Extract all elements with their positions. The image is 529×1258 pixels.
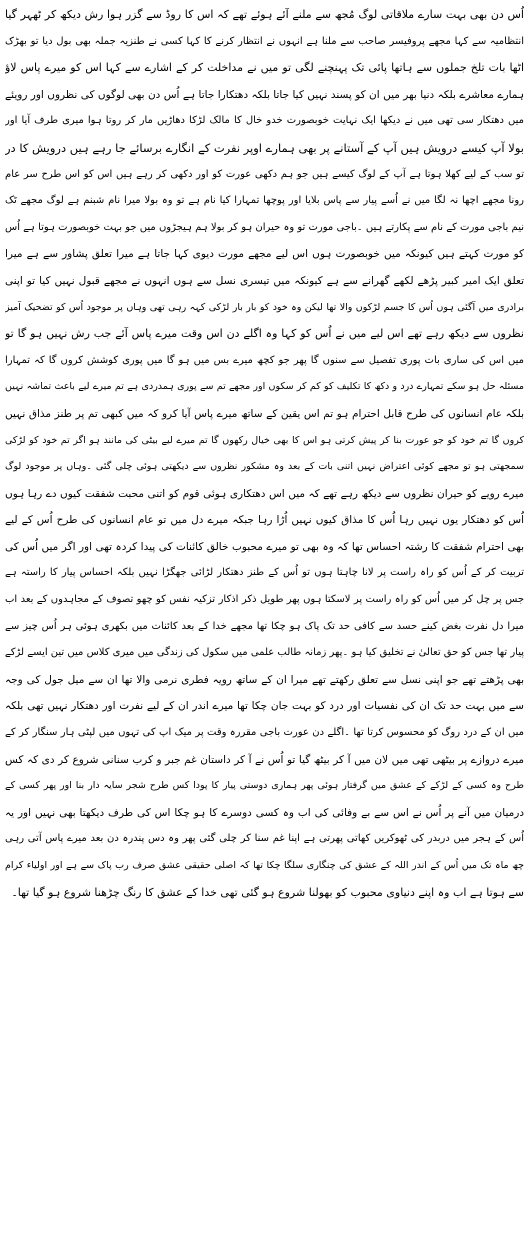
text-line: میں ان کے درد روگ کو محسوس کرتا تھا ۔اگلے دن عورت باجی مقررہ وقت پر میک اپ کی تہوں میں لپٹی ہار سنگار کر کے <box>5 727 524 739</box>
text-line: طرح وہ کسی کے لڑکے کے عشق میں گرفتار ہوئی پھر ہماری دوستی پیار کا پودا کس طرح شجر سایہ دار بنا اور پھر کسی کے <box>5 780 524 792</box>
text-line: میرا دل نفرت بغض کینے حسد سے کافی حد تک پاک ہو چکا تھا مجھے خدا کے بعد کائنات میں بکھری ہوئی ہر اُس چیز سے <box>5 620 524 632</box>
text-line: مسئلہ حل ہو سکے تمہارے درد و دکھ کا تکلیف کو کم کر سکوں اور مجھے تم سے پوری ہمدردی ہے تم میرے لیے باعث تماشہ نہیں <box>5 381 524 393</box>
text-line: بھی احترام شفقت کا رشتہ احساس تھا کہ وہ بھی تو میرے محبوب خالق کائنات کی پیدا کردہ تھی اور اگر میں اُس کی <box>5 540 524 553</box>
text-line: سمجھتی ہو تو مجھے کوئی اعتراض نہیں اتنی بات کے بعد وہ مشکور نظروں سے دیکھتی ہوئی چلی گئی ۔وہاں پر موجود لوگ <box>5 461 524 473</box>
text-line: چھ ماہ تک میں اُس کے اندر اللہ کے عشق کی چنگاری سلگا چکا تھا کہ اصلی حقیقی عشق صرف رب پاک سے ہے اور اولیاء کرام <box>5 860 524 871</box>
text-line: تو سب کے لیے کھلا ہوتا ہے آپ کے لوگ کیسے ہیں جو ہم دکھی عورت کو اور دکھی کر رہے ہیں اس کو اس طرح سر عام <box>5 168 524 180</box>
text-line: اُس کو دھتکار یوں نہیں رہا اُس کا مذاق کیوں نہیں اُڑا رہا جبکہ میرے دل میں تو عام انسانوں کی طرح اُس کے لیے <box>5 514 524 527</box>
text-line: میں اس کی ساری بات پوری تفصیل سے سنوں گا پھر جو کچھ میرے بس میں ہو گا میں پوری کوشش کروں گا کہ تمہارا <box>5 354 524 366</box>
text-line: برادری میں آگئی ہوں اُس کا جسم لڑکوں والا تھا لیکن وہ خود کو بار بار لڑکی کہہ رہی تھی وہاں پر موجود اُس کو تضحیک آمیز <box>5 301 524 313</box>
urdu-story-text <box>5 2 524 906</box>
text-line: رونا مجھے اچھا نہ لگا میں نے اُسے پیار سے پاس بلایا اور پوچھا تمہارا کیا نام ہے تو وہ بولا میرا نام شبنم ہے لوگ مجھے ٹک <box>5 195 524 207</box>
text-line: تربیت کر کے اُس کو راہ راست پر لانا چاہتا ہوں تو اُس کے طنز دھتکار لڑائی جھگڑا نہیں بلکہ احساس پیار کا راستہ ہے <box>5 567 524 579</box>
text-line: میں دھتکار سی تھی میں نے دیکھا ایک نہایت خوبصورت خدو خال کا مالک لڑکا دھاڑیں مار کر روتا ہوا میری طرف آیا اور <box>5 115 524 127</box>
text-line: بولا آپ کیسے درویش ہیں آپ کے آستانے پر بھی ہمارے اوپر نفرت کے انگارے برسائے جا رہے ہیں درویش کا در <box>5 140 524 155</box>
text-line: پیار تھا جس کو حق تعالیٰ نے تخلیق کیا ہو ۔پھر زمانہ طالب علمی میں سکول کی زندگی میں میری کلاس میں تین ایسے لڑکے <box>5 647 524 659</box>
text-line: کو مورت کہتے ہیں کیونکہ میں خوبصورت ہوں اس لیے مجھے مورت دیوی کہا جاتا ہے میرا تعلق پشاور سے ہے میرا <box>5 248 524 261</box>
text-line: نظروں سے دیکھ رہے تھے اس لیے میں نے اُس کو کہا وہ اگلے دن اس وقت میرے پاس آئے جب رش نہیں ہو گا تو <box>5 327 524 341</box>
text-line: اٹھا بات تلخ جملوں سے ہاتھا پائی تک پہنچنے لگی تو میں نے مداخلت کر کے اشارے سے کہا اس کو میرے پاس لاؤ <box>5 61 524 75</box>
text-line: جس پر چل کر میں اُس کو راہ راست پر لاسکتا ہوں پھر طویل ذکر اذکار تزکیہ نفس کو چھو تصوف کے مجاہدوں کے بعد اب <box>5 594 524 606</box>
text-line: سے میں بہت حد تک ان کی نفسیات اور درد کو بہت جان چکا تھا میرے اندر ان کے لیے نفرت اور دھتکار نہیں تھی بلکہ <box>5 700 524 713</box>
text-line: ہمارے معاشرے بلکہ دنیا بھر میں ان کو پسند نہیں کیا جاتا بلکہ دھتکارا جاتا ہے اُس دن بھی لوگوں کی نظروں اور رویئے <box>5 88 524 101</box>
text-line: بلکہ عام انسانوں کی طرح قابل احترام ہو تم اس یقین کے ساتھ میرے پاس آیا کرو کہ میں کبھی تم پر طنز مذاق نہیں <box>5 407 524 420</box>
text-line: سے ہوتا ہے اب وہ اپنے دنیاوی محبوب کو بھولنا شروع ہو گئی تھی خدا کے عشق کا رنگ چڑھنا شروع ہو گیا تھا۔ <box>11 885 524 899</box>
text-line: کروں گا تم خود کو جو عورت بنا کر پیش کرتی ہو اس کا بھی خیال رکھوں گا تم میرے لیے بیٹی کی مانند ہو اگر تم خود کو لڑکی <box>5 434 524 446</box>
text-line: میرے رویے کو حیران نظروں سے دیکھ رہے تھے کہ میں اس دھتکاری ہوئی قوم کو اتنی محبت شفقت کیوں دے رہا ہوں <box>5 487 524 500</box>
text-line: اُس کے ہجر میں دربدر کی ٹھوکریں کھاتی پھرتی ہے اپنا غم سنا کر چلی گئی پھر وہ دس پندرہ دن بعد میرے پاس آتی رہی <box>5 833 524 845</box>
text-line: میرے دروازے پر بیٹھی تھی میں لان میں آ کر بیٹھ گیا تو اُس نے آ کر داستان غم جبر و کرب سنانی شروع کر دی کہ کس <box>5 753 524 766</box>
text-line: تعلق ایک امیر کبیر پڑھے لکھے گھرانے سے ہے کیونکہ میں تیسری نسل سے ہوں انہوں نے مجھے قبول نہیں کیا تو اپنی <box>5 274 524 287</box>
text-line: درمیان میں آنے پر اُس نے اس سے بے وفائی کی اب وہ کسی دوسرے کا ہو چکا اس کی طرف دیکھتا بھی نہیں اور یہ <box>5 806 524 819</box>
text-line: انتظامیہ سے کہا مجھے پروفیسر صاحب سے ملنا ہے انہوں نے انتظار کرنے کا کہا کسی نے طنزیہ جملہ بھی بول دیا تو بھڑک <box>5 35 524 47</box>
text-line: اُس دن بھی بہت سارے ملاقاتی لوگ مُجھ سے ملنے آئے ہوئے تھے کہ اس کا روڈ سے گزر ہوا رش دیکھ کر ٹھہر گیا <box>5 8 524 21</box>
text-line: نیم باجی مورت کے نام سے پکارتے ہیں ۔باجی مورت تو وہ حیران ہو کر بولا ہم ہیجڑوں میں جو بہت خوبصورت ہوتا ہے اُس <box>5 221 524 233</box>
text-line: بھی پڑھتے تھے جو اپنی نسل سے تعلق رکھتے تھے میرا ان کے ساتھ رویہ فطری نرمی والا تھا ان سے میل جول کی وجہ <box>5 673 524 686</box>
